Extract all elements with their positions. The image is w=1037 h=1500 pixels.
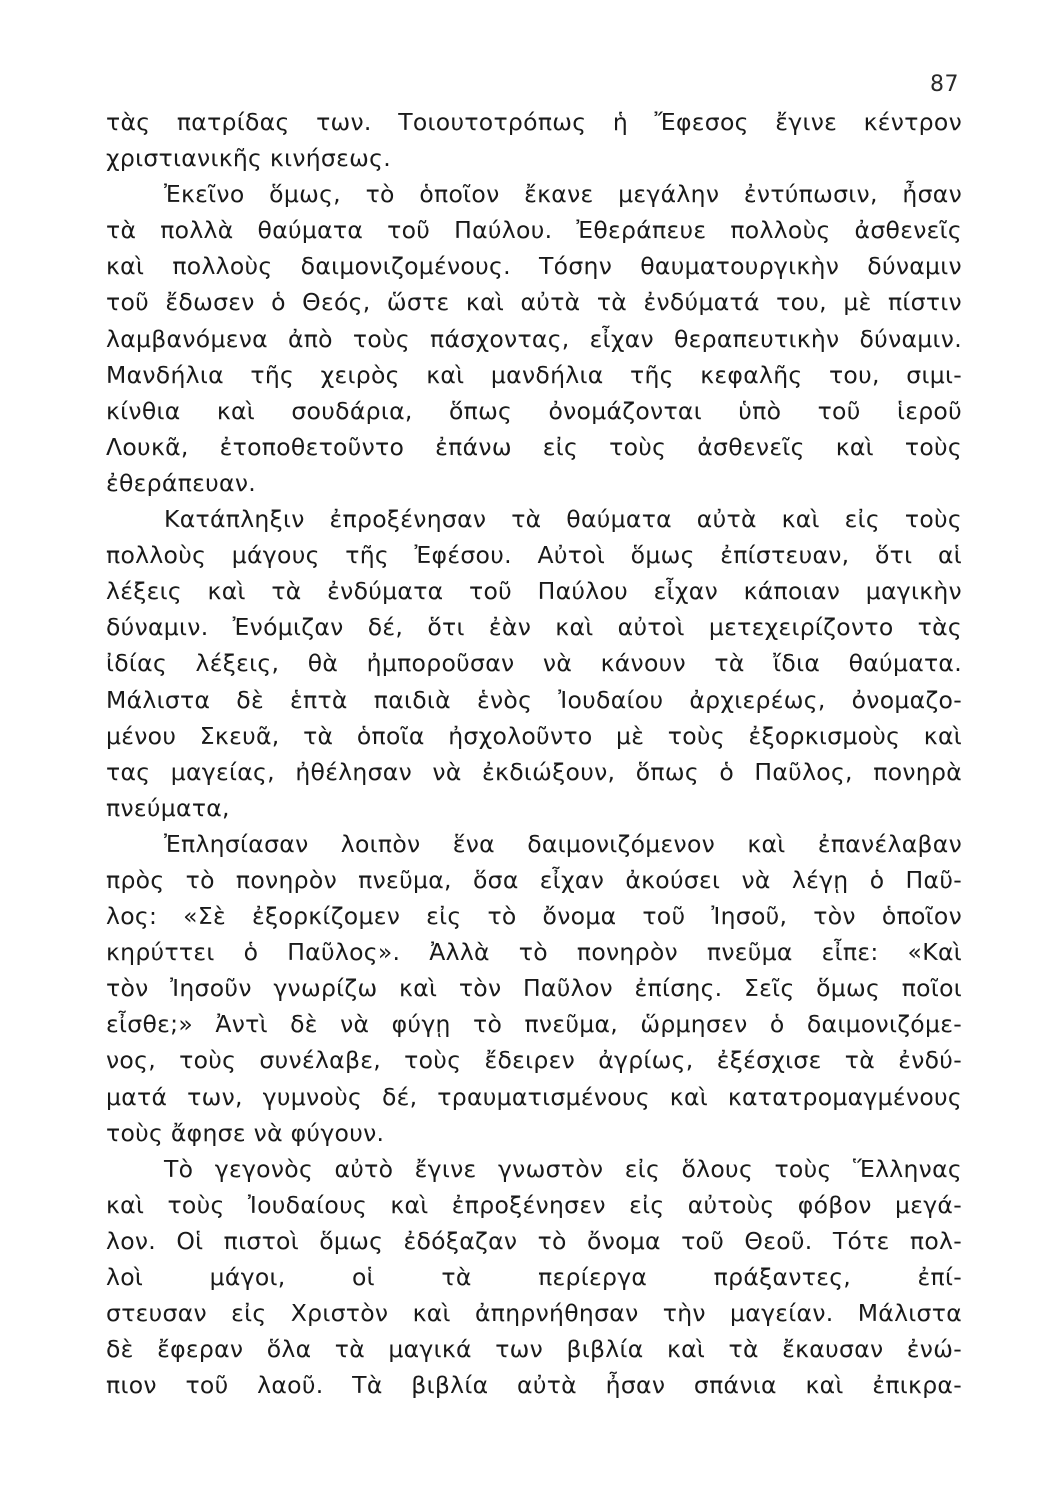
text-line: τὰ πολλὰ θαύματα τοῦ Παύλου. Ἐθεράπευε πολλοὺς ἀσθενεῖς [106,216,962,245]
text-line: Ἐπλησίασαν λοιπὸν ἕνα δαιμονιζόμενον καὶ ἐπανέλαβαν [164,829,962,858]
text-line: Μάλιστα δὲ ἑπτὰ παιδιὰ ἑνὸς Ἰουδαίου ἀρχιερέως, ὀνομαζο- [106,685,962,714]
text-line: καὶ πολλοὺς δαιμονιζομένους. Τόσην θαυματουργικὴν δύναμιν [106,252,962,281]
text-line: Λουκᾶ, ἐτοποθετοῦντο ἐπάνω εἰς τοὺς ἀσθενεῖς καὶ τοὺς [106,432,962,461]
text-line: λαμβανόμενα ἀπὸ τοὺς πάσχοντας, εἶχαν θεραπευτικὴν δύναμιν. [106,324,962,353]
text-line: ἰδίας λέξεις, θὰ ἠμποροῦσαν νὰ κάνουν τὰ ἴδια θαύματα. [106,649,962,678]
text-line: δύναμιν. Ἐνόμιζαν δέ, ὅτι ἐὰν καὶ αὐτοὶ μετεχειρίζοντο τὰς [106,613,962,642]
text-line: στευσαν εἰς Χριστὸν καὶ ἀπηρνήθησαν τὴν μαγείαν. Μάλιστα [106,1299,962,1328]
text-line: τας μαγείας, ἠθέλησαν νὰ ἐκδιώξουν, ὅπως ὁ Παῦλος, πονηρὰ [106,757,962,786]
text-line: τοὺς ἄφησε νὰ φύγουν. [106,1118,385,1147]
text-line: κηρύττει ὁ Παῦλος». Ἀλλὰ τὸ πονηρὸν πνεῦμα εἶπε: «Καὶ [106,938,962,967]
text-line: πιον τοῦ λαοῦ. Τὰ βιβλία αὐτὰ ἦσαν σπάνια καὶ ἐπικρα- [106,1371,962,1400]
text-line: Τὸ γεγονὸς αὐτὸ ἔγινε γνωστὸν εἰς ὅλους τοὺς Ἕλληνας [164,1154,962,1183]
text-line: πολλοὺς μάγους τῆς Ἐφέσου. Αὐτοὶ ὅμως ἐπίστευαν, ὅτι αἱ [106,541,962,570]
text-line: ματά των, γυμνοὺς δέ, τραυματισμένους καὶ κατατρομαγμένους [106,1082,962,1111]
text-line: πρὸς τὸ πονηρὸν πνεῦμα, ὅσα εἶχαν ἀκούσει νὰ λέγῃ ὁ Παῦ- [106,865,962,894]
text-line: τὸν Ἰησοῦν γνωρίζω καὶ τὸν Παῦλον ἐπίσης. Σεῖς ὅμως ποῖοι [106,974,962,1003]
text-line: χριστιανικῆς κινήσεως. [106,144,391,173]
text-line: τοῦ ἔδωσεν ὁ Θεός, ὥστε καὶ αὐτὰ τὰ ἐνδύματά του, μὲ πίστιν [106,288,962,317]
text-line: λοὶ μάγοι, οἱ τὰ περίεργα πράξαντες, ἐπί- [106,1263,962,1291]
text-line: δὲ ἔφεραν ὅλα τὰ μαγικά των βιβλία καὶ τὰ ἔκαυσαν ἐνώ- [106,1335,962,1364]
text-line: νος, τοὺς συνέλαβε, τοὺς ἔδειρεν ἀγρίως, ἐξέσχισε τὰ ἐνδύ- [106,1046,962,1075]
text-line: Ἐκεῖνο ὅμως, τὸ ὁποῖον ἔκανε μεγάλην ἐντύπωσιν, ἦσαν [164,180,962,209]
text-line: λον. Οἱ πιστοὶ ὅμως ἐδόξαζαν τὸ ὄνομα τοῦ Θεοῦ. Τότε πολ- [106,1226,962,1255]
text-line: τὰς πατρίδας των. Τοιουτοτρόπως ἡ Ἔφεσος ἔγινε κέντρον [106,108,962,136]
text-line: πνεύματα, [106,793,230,822]
text-line: κίνθια καὶ σουδάρια, ὅπως ὀνομάζονται ὑπὸ τοῦ ἱεροῦ [106,396,962,425]
text-line: μένου Σκευᾶ, τὰ ὁποῖα ἠσχολοῦντο μὲ τοὺς ἐξορκισμοὺς καὶ [106,721,962,750]
text-line: ἐθεράπευαν. [106,468,257,497]
text-line: Μανδήλια τῆς χειρὸς καὶ μανδήλια τῆς κεφαλῆς του, σιμι- [106,360,962,389]
page-number: 87 [930,72,959,97]
text-line: Κατάπληξιν ἐπροξένησαν τὰ θαύματα αὐτὰ καὶ εἰς τοὺς [164,505,962,534]
text-line: εἶσθε;» Ἀντὶ δὲ νὰ φύγῃ τὸ πνεῦμα, ὥρμησεν ὁ δαιμονιζόμε- [106,1010,962,1039]
text-line: καὶ τοὺς Ἰουδαίους καὶ ἐπροξένησεν εἰς αὐτοὺς φόβον μεγά- [106,1190,962,1219]
body-text [106,104,962,1403]
text-line: λέξεις καὶ τὰ ἐνδύματα τοῦ Παύλου εἶχαν κάποιαν μαγικὴν [106,577,962,606]
text-line: λος: «Σὲ ἐξορκίζομεν εἰς τὸ ὄνομα τοῦ Ἰησοῦ, τὸν ὁποῖον [106,902,962,931]
